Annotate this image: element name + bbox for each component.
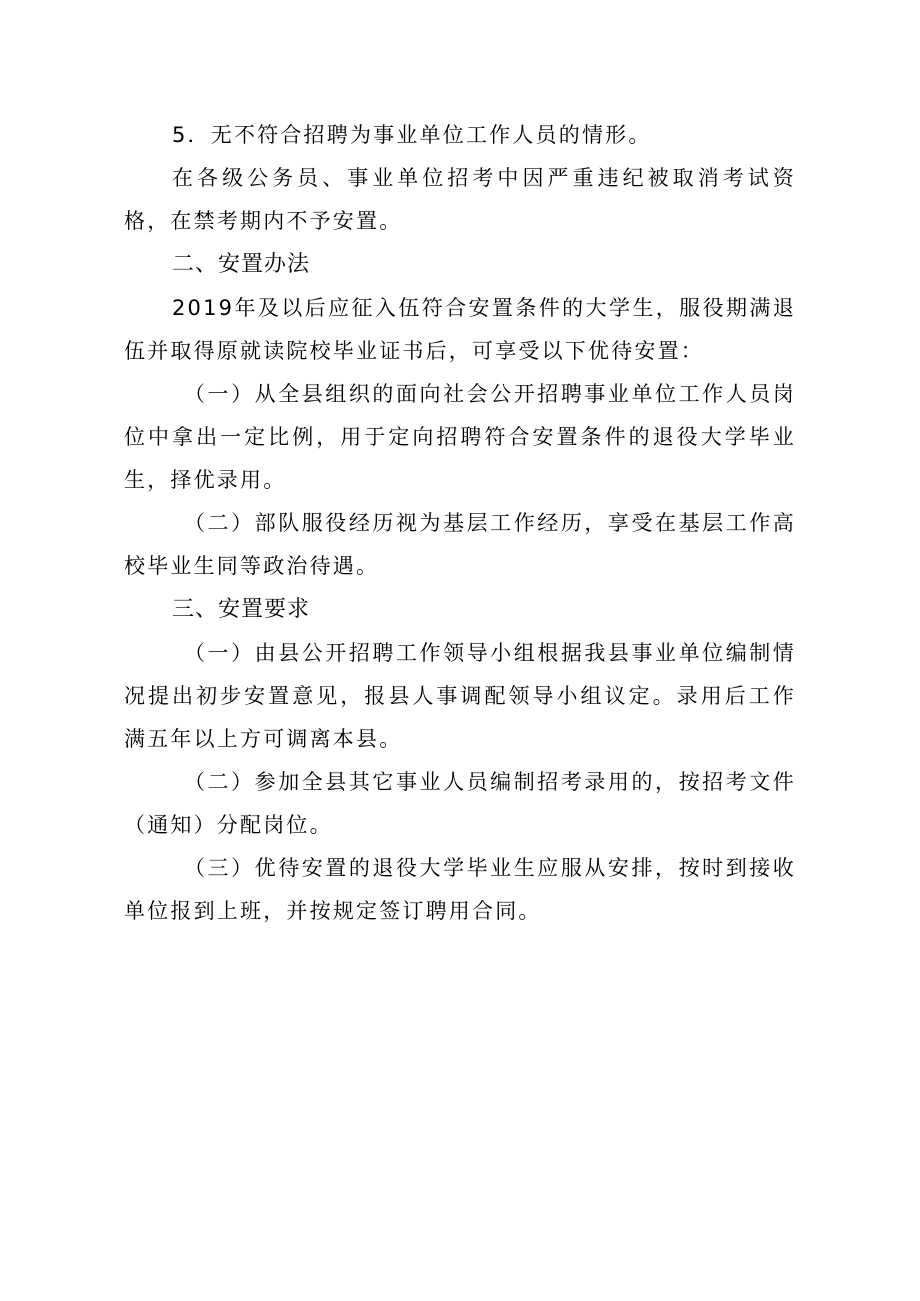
section-heading-2: 二、安置办法 xyxy=(172,252,311,277)
paragraph-section2-item1: （一）从全县组织的面向社会公开招聘事业单位工作人员岗位中拿出一定比例，用于定向招聘符合安置条件的退役大学毕业生，择优录用。 xyxy=(124,382,796,492)
paragraph-section3-item1: （一）由县公开招聘工作领导小组根据我县事业单位编制情况提出初步安置意见，报县人事调配领导小组议定。录用后工作满五年以上方可调离本县。 xyxy=(124,641,796,751)
paragraph-section2-item2: （二）部队服役经历视为基层工作经历，享受在基层工作高校毕业生同等政治待遇。 xyxy=(124,511,796,578)
paragraph-section3-item2: （二）参加全县其它事业人员编制招考录用的，按招考文件（通知）分配岗位。 xyxy=(124,770,796,837)
paragraph-item-5: 5．无不符合招聘为事业单位工作人员的情形。 xyxy=(172,123,652,147)
document-body xyxy=(124,114,796,933)
paragraph-section3-item3: （三）优待安置的退役大学毕业生应服从安排，按时到接收单位报到上班，并按规定签订聘用合同。 xyxy=(124,856,796,923)
section-heading-3: 三、安置要求 xyxy=(172,597,311,622)
paragraph-exclusion: 在各级公务员、事业单位招考中因严重违纪被取消考试资格，在禁考期内不予安置。 xyxy=(124,166,796,233)
paragraph-section2-intro: 2019年及以后应征入伍符合安置条件的大学生，服役期满退伍并取得原就读院校毕业证书后，可享受以下优待安置： xyxy=(124,296,796,363)
